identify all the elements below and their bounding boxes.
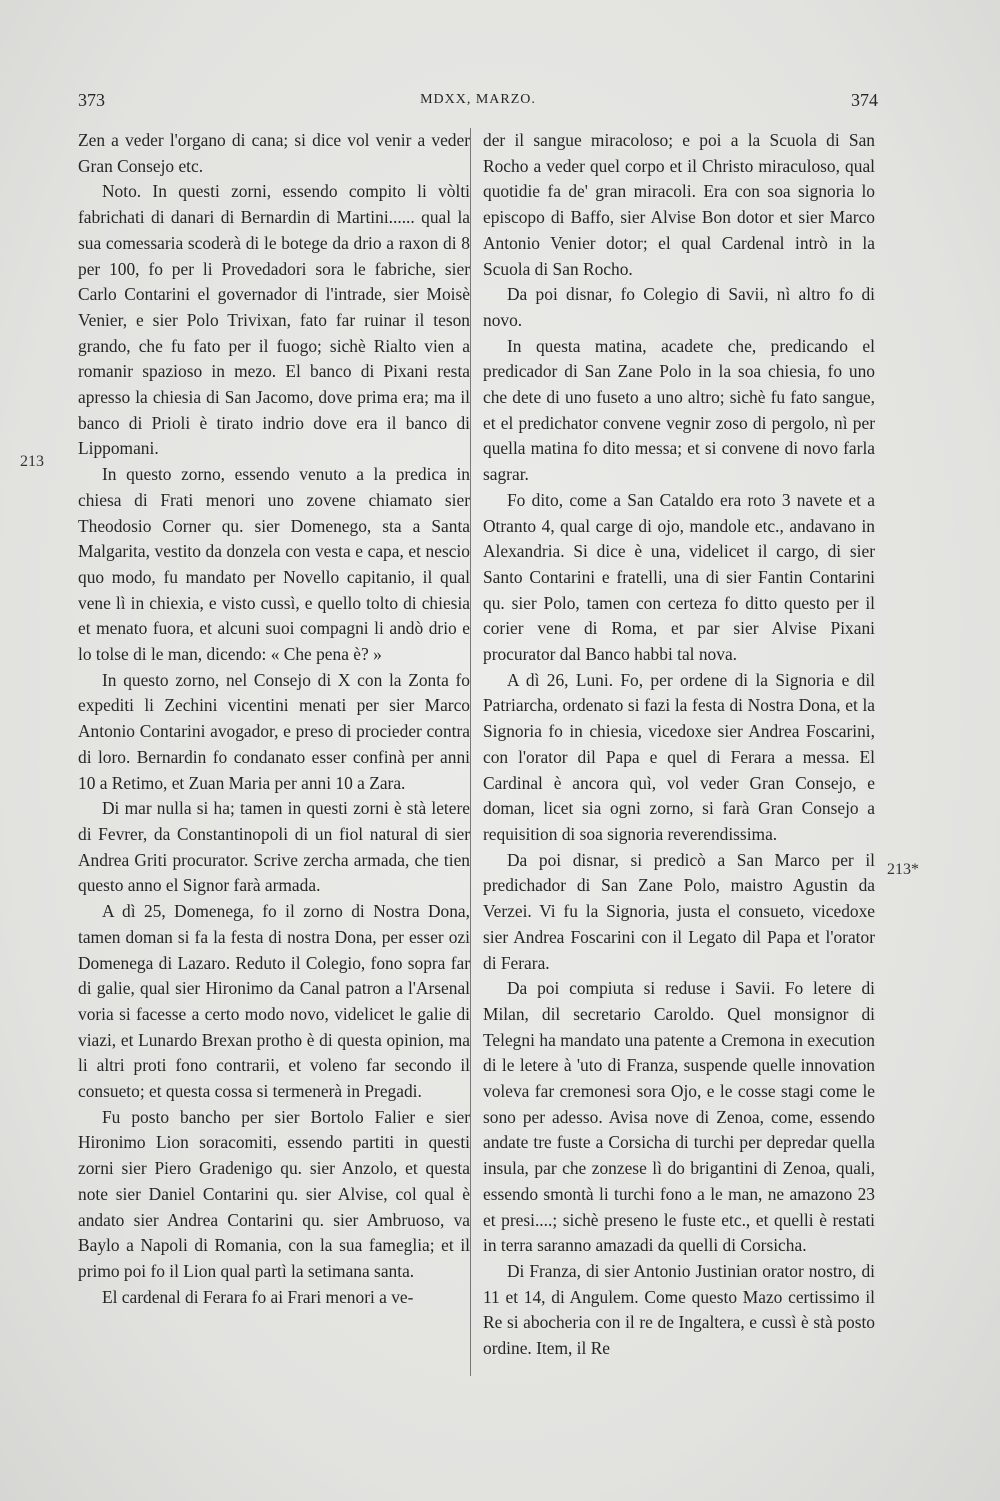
paragraph: Fu posto bancho per sier Bortolo Falier e sier Hironimo Lion soracomiti, essendo partiti in questi zorni sier Piero Gradenigo qu. sier Anzolo, et questa note sier Daniel Contarini qu. sier Alvise, col qual è andato sier Andrea Contarini qu. sier Ambruoso, va Baylo a Napoli di Romania, con la sua fameglia; et il primo poi fo il Lion qual partì la setimana santa. [78,1106,470,1281]
margin-note-right: 213* [887,861,919,878]
paragraph: Da poi disnar, si predicò a San Marco per il predichador di San Zane Polo, maistro Agustin da Verzei. Vi fu la Signoria, justa el consueto, vicedoxe sier Andrea Foscarini con il Legato dil Papa et l'orator di Ferara. [483,849,875,973]
paragraph: In questo zorno, nel Consejo di X con la Zonta fo expediti li Zechini vicentini menati per sier Marco Antonio Contarini avogador, e preso di procieder contra di loro. Bernardin fo condanato esser confinà per anni 10 a Retimo, et Zuan Maria per anni 10 a Zara. [78,669,470,793]
page-header [78,90,878,114]
paragraph: der il sangue miracoloso; e poi a la Scuola di San Rocho a veder quel corpo et il Christo miraculoso, qual quotidie fa de' gran miracoli. Era con soa signoria lo episcopo di Baffo, sier Alvise Bon dotor et sier Marco Antonio Venier dotor; el qual Cardenal intrò in la Scuola di San Rocho. [483,130,875,279]
page-number-right: 374 [851,90,878,110]
margin-note-left: 213 [20,453,44,470]
paragraph: El cardenal di Ferara fo ai Frari menori a ve- [102,1286,414,1307]
paragraph: Da poi disnar, fo Colegio di Savii, nì altro fo di novo. [483,284,875,330]
page-number-left: 373 [78,90,105,110]
right-column [483,128,875,1362]
paragraph: A dì 25, Domenega, fo il zorno di Nostra Dona, tamen doman si fa la festa di nostra Dona, per esser ozi Domenega di Lazaro. Reduto il Colegio, fono sopra far di galie, qual sier Hironimo da Canal patron a l'Arsenal voria si facesse a certo modo novo, videlicet le galie di viazi, et Lunardo Brexan protho è di questa opinion, ma li altri proti fono contrarii, et voleno far secondo il consueto; et questa cossa si termenerà in Pregadi. [78,901,470,1102]
paragraph: A dì 26, Luni. Fo, per ordene di la Signoria e dil Patriarcha, ordenato si fazi la festa di Nostra Dona, et la Signoria fo in chiesia, vicedoxe sier Andrea Foscarini, con l'orator dil Papa e quel di Ferara a messa. El Cardinal è ancora quì, vol veder Gran Consejo, e doman, licet sia ogni zorno, si farà Gran Consejo a requisition di soa signoria reverendissima. [483,669,875,844]
running-title: MDXX, MARZO. [420,92,536,107]
paragraph: In questa matina, acadete che, predicando el predicador di San Zane Polo in la soa chiesia, fo uno che dete di uno fuseto a uno altro; sichè fu fato sangue, et el predichator convene vegnir zoso di pergolo, nì per quella matina fo dito messa; et si convene di novo farla sagrar. [483,335,875,485]
paragraph: Noto. In questi zorni, essendo compito li vòlti fabrichati di danari di Bernardin di Martini...... qual la sua comessaria scoderà di le botege da drio a raxon di 8 per 100, fo per li Provedadori sora le fabriche, sier Carlo Contarini el governador di l'intrade, sier Moisè Venier, e sier Polo Trivixan, fato far ruinar il teson grando, che fu fato per il fuogo; sichè Rialto vien a romanir spazioso in mezo. El banco di Pixani resta apresso la chiesia di San Jacomo, dove prima era; ma il banco di Prioli è tirato indrio dove era il banco di Lippomani. [78,181,470,459]
left-column [78,128,470,1310]
paragraph: In questo zorno, essendo venuto a la predica in chiesa di Frati menori uno zovene chiamato sier Theodosio Corner qu. sier Domenego, sta a Santa Malgarita, vestito da donzela con vesta e capa, et nescio quo modo, fu mandato per Novello capitanio, il qual vene lì in chiexia, e visto cussì, e quello tolto di chiesia et menato fuora, et alcuni suoi compagni li andò drio e lo tolse di le man, dicendo: « Che pena è? » [78,464,470,665]
paragraph: Fo dito, come a San Cataldo era roto 3 navete et a Otranto 4, qual carge di ojo, mandole etc., andavano in Alexandria. Si dice è una, videlicet il cargo, di sier Santo Contarini e fratelli, una di sier Fantin Contarini qu. sier Polo, tamen con certeza fo ditto questo per il corier vene di Roma, et par sier Alvise Pixani procurator dal Banco habbi tal nova. [483,489,875,665]
paragraph: Di Franza, di sier Antonio Justinian orator nostro, di 11 et 14, di Angulem. Come questo Mazo certissimo il Re si abocheria con il re de Ingaltera, e cussì è stà posto ordine. Item, il Re [483,1260,875,1359]
paragraph: Di mar nulla si ha; tamen in questi zorni è stà letere di Fevrer, da Constantinopoli di un fiol natural di sier Andrea Griti procurator. Scrive zercha armada, che tien questo anno el Signor farà armada. [78,798,470,896]
paragraph: Zen a veder l'organo di cana; si dice vol venir a veder Gran Consejo etc. [78,130,470,176]
column-divider [470,128,471,1376]
paragraph: Da poi compiuta si reduse i Savii. Fo letere di Milan, dil secretario Caroldo. Quel monsignor di Telegni ha mandato una patente a Cremona in execution di le letere à 'uto di Franza, suspende quelle innovation voleva far cremonesi sora Ojo, e le cosse stagi come le sono per adesso. Avisa nove di Zenoa, come, essendo andate tre fuste a Corsicha di turchi per depredar quella insula, par che zonzese lì do brigantini di Zenoa, quali, essendo smontà li turchi fono a le man, ne amazono 23 et presi....; sichè preseno le fuste etc., et quelli è restati in terra saranno amazadi da quelli di Corsicha. [483,978,875,1256]
